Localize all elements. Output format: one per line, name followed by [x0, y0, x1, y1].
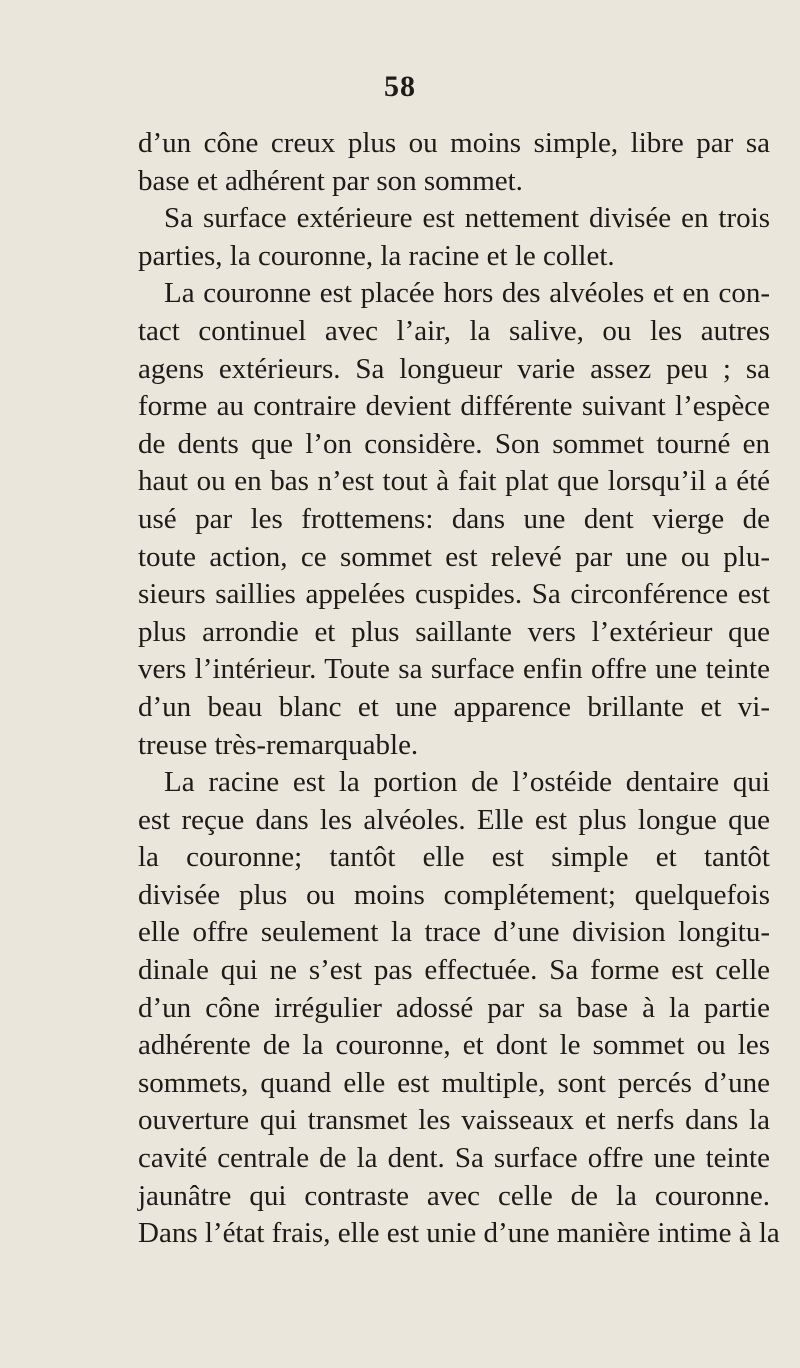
text-line: dinale qui ne s’est pas effectuée. Sa forme est celle — [138, 954, 770, 987]
text-line: treuse très-remarquable. — [138, 728, 419, 761]
text-line: La racine est la portion de l’ostéide dentaire qui — [164, 766, 770, 799]
text-line: haut ou en bas n’est tout à fait plat que lorsqu’il a été — [138, 465, 770, 498]
text-line: elle offre seulement la trace d’une division longitu- — [138, 916, 770, 949]
text-line: est reçue dans les alvéoles. Elle est plus longue que — [138, 803, 770, 836]
text-line: jaunâtre qui contraste avec celle de la couronne. — [138, 1179, 770, 1212]
text-line: Dans l’état frais, elle est unie d’une manière intime à la — [138, 1217, 780, 1250]
text-line: cavité centrale de la dent. Sa surface offre une teinte — [138, 1142, 770, 1175]
text-line: sieurs saillies appelées cuspides. Sa circonférence est — [138, 578, 770, 611]
text-line: la couronne; tantôt elle est simple et tantôt — [138, 841, 770, 874]
text-line: d’un cône irrégulier adossé par sa base à la partie — [138, 991, 770, 1024]
text-line: agens extérieurs. Sa longueur varie assez peu ; sa — [138, 352, 770, 385]
text-line: d’un cône creux plus ou moins simple, libre par sa — [138, 127, 770, 159]
text-line: plus arrondie et plus saillante vers l’extérieur que — [138, 615, 770, 648]
text-line: tact continuel avec l’air, la salive, ou les autres — [138, 314, 770, 347]
text-line: forme au contraire devient différente suivant l’espèce — [138, 390, 770, 423]
text-line: vers l’intérieur. Toute sa surface enfin offre une teinte — [138, 653, 770, 686]
text-line: toute action, ce sommet est relevé par une ou plu- — [138, 540, 770, 573]
text-line: parties, la couronne, la racine et le collet. — [138, 239, 615, 272]
text-line: usé par les frottemens: dans une dent vierge de — [138, 502, 770, 535]
text-line: base et adhérent par son sommet. — [138, 164, 523, 197]
text-line: sommets, quand elle est multiple, sont percés d’une — [138, 1066, 770, 1099]
page-number: 58 — [384, 70, 416, 103]
text-line: d’un beau blanc et une apparence brillante et vi- — [138, 690, 770, 723]
text-line: de dents que l’on considère. Son sommet tourné en — [138, 427, 770, 460]
body-text — [138, 125, 780, 1253]
text-line: ouverture qui transmet les vaisseaux et nerfs dans la — [138, 1104, 770, 1137]
text-line: La couronne est placée hors des alvéoles et en con- — [164, 277, 770, 310]
text-line: divisée plus ou moins complétement; quelquefois — [138, 878, 770, 911]
text-line: Sa surface extérieure est nettement divisée en trois — [164, 202, 770, 235]
text-line: adhérente de la couronne, et dont le sommet ou les — [138, 1029, 770, 1062]
